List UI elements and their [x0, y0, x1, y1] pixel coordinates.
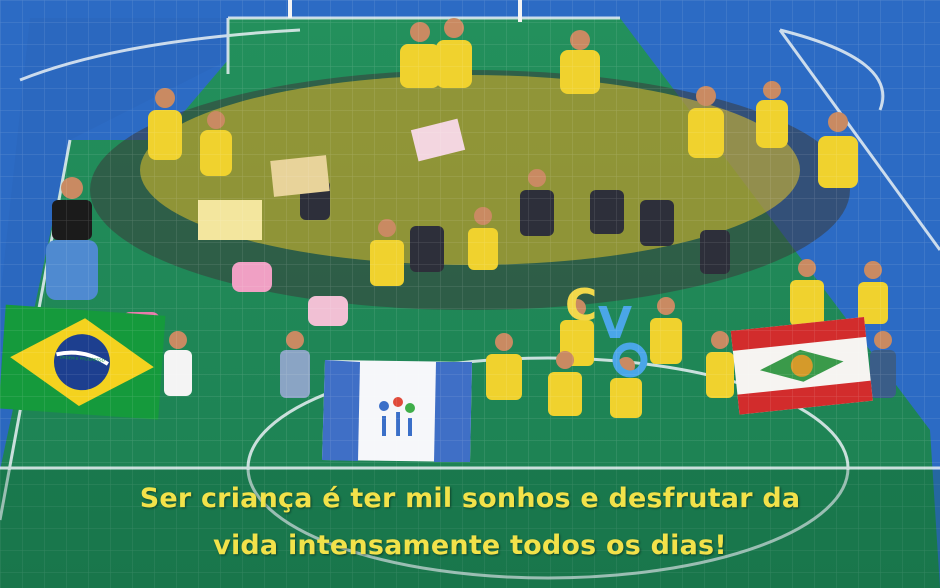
caption-line-2: vida intensamente todos os dias! [213, 530, 727, 561]
caption-line-1: Ser criança é ter mil sonhos e desfrutar da [139, 483, 801, 514]
